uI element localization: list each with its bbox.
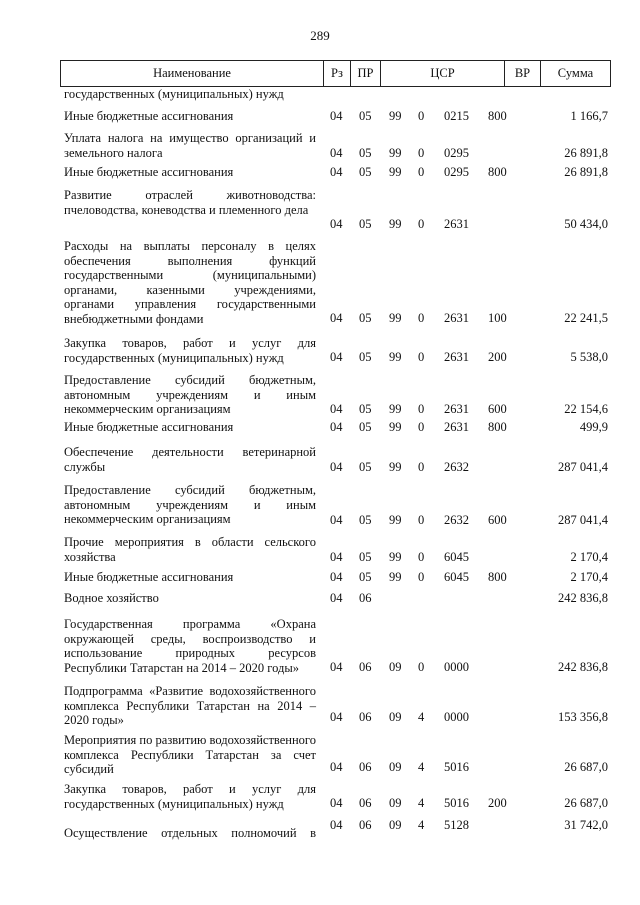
row-csr-subprogram: 0	[418, 146, 425, 160]
row-name: Иные бюджетные ассигнования	[64, 570, 234, 584]
row-csr-subprogram: 0	[418, 165, 425, 179]
row-csr-direction: 5128	[444, 818, 469, 832]
header-vr: ВР	[504, 61, 540, 86]
row-pr: 05	[359, 109, 372, 123]
row-csr-direction: 2631	[444, 217, 469, 231]
table-row	[0, 478, 640, 530]
row-csr-program: 99	[389, 460, 402, 474]
header-rz: Рз	[323, 61, 350, 86]
row-csr-subprogram: 0	[418, 420, 425, 434]
row-pr: 05	[359, 311, 372, 325]
table-row	[0, 235, 640, 332]
row-name: Предоставление субсидий бюджетным, автономным учреждениям и иным некоммерческим организациям	[64, 483, 316, 527]
row-csr-program: 09	[389, 818, 402, 832]
row-sum: 26 687,0	[564, 760, 608, 774]
row-rz: 04	[330, 710, 343, 724]
row-rz: 04	[330, 402, 343, 416]
row-sum: 1 166,7	[570, 109, 608, 123]
table-row	[0, 126, 640, 162]
row-csr-direction: 5016	[444, 760, 469, 774]
row-codes	[0, 660, 640, 675]
table-row	[0, 103, 640, 126]
row-rz: 04	[330, 146, 343, 160]
row-rz: 04	[330, 796, 343, 810]
row-csr-direction: 0000	[444, 660, 469, 674]
header-csr: ЦСР	[380, 61, 504, 86]
row-rz: 04	[330, 420, 343, 434]
row-csr-subprogram: 0	[418, 311, 425, 325]
row-codes	[0, 591, 640, 606]
row-rz: 04	[330, 217, 343, 231]
table-row	[0, 589, 640, 611]
row-csr-direction: 2631	[444, 311, 469, 325]
row-codes	[0, 350, 640, 365]
row-csr-subprogram: 0	[418, 570, 425, 584]
row-sum: 31 742,0	[564, 818, 608, 832]
row-csr-program: 99	[389, 350, 402, 364]
row-sum: 26 687,0	[564, 796, 608, 810]
row-csr-subprogram: 4	[418, 760, 425, 774]
row-rz: 04	[330, 109, 343, 123]
row-csr-subprogram: 0	[418, 460, 425, 474]
row-csr-program: 99	[389, 570, 402, 584]
row-csr-subprogram: 4	[418, 796, 425, 810]
row-name: Предоставление субсидий бюджетным, автономным учреждениям и иным некоммерческим организациям	[64, 373, 316, 417]
row-csr-subprogram: 0	[418, 660, 425, 674]
row-name: Прочие мероприятия в области сельского хозяйства	[64, 535, 316, 564]
row-csr-program: 99	[389, 109, 402, 123]
row-name: Водное хозяйство	[64, 591, 159, 605]
table-row	[0, 162, 640, 183]
row-codes	[0, 146, 640, 161]
row-csr-direction: 0295	[444, 165, 469, 179]
row-vr: 200	[488, 796, 507, 810]
row-codes	[0, 710, 640, 725]
row-csr-direction: 0295	[444, 146, 469, 160]
row-csr-program: 09	[389, 710, 402, 724]
row-vr: 100	[488, 311, 507, 325]
row-csr-subprogram: 4	[418, 710, 425, 724]
row-csr-direction: 2631	[444, 402, 469, 416]
header-name: Наименование	[153, 66, 231, 80]
row-csr-subprogram: 4	[418, 818, 425, 832]
row-sum: 22 154,6	[564, 402, 608, 416]
row-codes	[0, 460, 640, 475]
row-name: Уплата налога на имущество организаций и земельного налога	[64, 131, 316, 160]
row-rz: 04	[330, 591, 343, 605]
table-row	[0, 530, 640, 568]
row-codes	[0, 217, 640, 232]
row-name: Закупка товаров, работ и услуг для государственных (муниципальных) нужд	[64, 336, 316, 365]
row-vr: 800	[488, 165, 507, 179]
row-csr-direction: 2632	[444, 513, 469, 527]
table-row	[0, 728, 640, 778]
row-vr: 800	[488, 109, 507, 123]
row-codes	[0, 402, 640, 417]
row-name: Иные бюджетные ассигнования	[64, 165, 234, 179]
row-sum: 499,9	[579, 420, 608, 434]
row-csr-direction: 2631	[444, 420, 469, 434]
table-row	[0, 778, 640, 816]
page-number: 289	[310, 28, 330, 43]
row-sum: 242 836,8	[558, 660, 608, 674]
row-sum: 50 434,0	[564, 217, 608, 231]
row-codes	[0, 550, 640, 565]
row-sum: 26 891,8	[564, 146, 608, 160]
table-row	[0, 368, 640, 418]
row-codes	[0, 165, 640, 180]
row-sum: 26 891,8	[564, 165, 608, 179]
row-pr: 06	[359, 591, 372, 605]
row-csr-subprogram: 0	[418, 350, 425, 364]
row-pr: 05	[359, 402, 372, 416]
header-sum: Сумма	[540, 61, 610, 86]
table-row	[0, 679, 640, 728]
row-csr-direction: 0000	[444, 710, 469, 724]
row-csr-program: 99	[389, 146, 402, 160]
row-rz: 04	[330, 350, 343, 364]
row-csr-program: 99	[389, 550, 402, 564]
row-csr-program: 99	[389, 165, 402, 179]
row-pr: 05	[359, 165, 372, 179]
row-rz: 04	[330, 818, 343, 832]
row-name: Развитие отраслей животноводства: пчеловодства, коневодства и племенного дела	[64, 188, 316, 217]
row-name: Иные бюджетные ассигнования	[64, 420, 234, 434]
row-rz: 04	[330, 311, 343, 325]
row-rz: 04	[330, 460, 343, 474]
header-pr: ПР	[350, 61, 380, 86]
row-vr: 600	[488, 402, 507, 416]
row-codes	[0, 311, 640, 326]
row-pr: 05	[359, 350, 372, 364]
row-csr-direction: 0215	[444, 109, 469, 123]
row-csr-program: 99	[389, 217, 402, 231]
row-sum: 22 241,5	[564, 311, 608, 325]
row-csr-subprogram: 0	[418, 109, 425, 123]
row-rz: 04	[330, 165, 343, 179]
row-rz: 04	[330, 660, 343, 674]
row-csr-program: 09	[389, 760, 402, 774]
row-pr: 06	[359, 710, 372, 724]
row-csr-direction: 6045	[444, 550, 469, 564]
row-name: Обеспечение деятельности ветеринарной службы	[64, 445, 316, 474]
row-pr: 06	[359, 818, 372, 832]
row-pr: 06	[359, 760, 372, 774]
table-row	[0, 611, 640, 679]
table-row	[0, 439, 640, 478]
row-codes	[0, 796, 640, 811]
row-sum: 5 538,0	[570, 350, 608, 364]
row-sum: 2 170,4	[570, 550, 608, 564]
row-csr-direction: 5016	[444, 796, 469, 810]
row-rz: 04	[330, 570, 343, 584]
row-pr: 05	[359, 460, 372, 474]
row-pr: 05	[359, 513, 372, 527]
table-header	[60, 60, 611, 87]
row-sum: 2 170,4	[570, 570, 608, 584]
row-pr: 06	[359, 660, 372, 674]
row-pr: 05	[359, 420, 372, 434]
table-row	[0, 87, 640, 103]
row-name: Государственная программа «Охрана окружающей среды, воспроизводство и использование природных ресурсов Республики Татарстан на 2014 – 2020 годы»	[64, 617, 316, 675]
table-body	[0, 87, 640, 840]
table-row	[0, 816, 640, 840]
row-sum: 287 041,4	[558, 513, 608, 527]
row-csr-direction: 2631	[444, 350, 469, 364]
row-pr: 06	[359, 796, 372, 810]
row-csr-program: 99	[389, 402, 402, 416]
row-csr-program: 09	[389, 796, 402, 810]
row-sum: 287 041,4	[558, 460, 608, 474]
row-codes	[0, 109, 640, 124]
row-rz: 04	[330, 550, 343, 564]
row-codes	[0, 818, 640, 833]
row-rz: 04	[330, 513, 343, 527]
row-codes	[0, 760, 640, 775]
row-csr-program: 99	[389, 420, 402, 434]
row-name: Расходы на выплаты персоналу в целях обеспечения выполнения функций государственными (муниципальными) органами, казенными учреждениями, органами управления государственными внебюджетными фондами	[64, 239, 316, 326]
row-csr-direction: 6045	[444, 570, 469, 584]
row-codes	[0, 420, 640, 435]
table-row	[0, 183, 640, 235]
row-csr-program: 09	[389, 660, 402, 674]
row-codes	[0, 513, 640, 528]
row-codes	[0, 570, 640, 585]
row-vr: 200	[488, 350, 507, 364]
row-pr: 05	[359, 146, 372, 160]
row-pr: 05	[359, 570, 372, 584]
row-name: Закупка товаров, работ и услуг для государственных (муниципальных) нужд	[64, 782, 316, 811]
row-name: Иные бюджетные ассигнования	[64, 109, 234, 123]
row-csr-program: 99	[389, 513, 402, 527]
table-row	[0, 332, 640, 368]
row-vr: 800	[488, 420, 507, 434]
table-row	[0, 568, 640, 589]
row-csr-program: 99	[389, 311, 402, 325]
row-csr-direction: 2632	[444, 460, 469, 474]
row-name: Мероприятия по развитию водохозяйственного комплекса Республики Татарстан за счет субсидий	[64, 733, 316, 777]
row-name: государственных (муниципальных) нужд	[64, 87, 284, 101]
row-vr: 800	[488, 570, 507, 584]
table-row	[0, 418, 640, 439]
row-rz: 04	[330, 760, 343, 774]
row-csr-subprogram: 0	[418, 402, 425, 416]
row-sum: 242 836,8	[558, 591, 608, 605]
row-name: Осуществление отдельных полномочий в	[64, 826, 316, 840]
row-vr: 600	[488, 513, 507, 527]
row-csr-subprogram: 0	[418, 513, 425, 527]
row-csr-subprogram: 0	[418, 217, 425, 231]
row-pr: 05	[359, 550, 372, 564]
row-csr-subprogram: 0	[418, 550, 425, 564]
row-sum: 153 356,8	[558, 710, 608, 724]
row-name: Подпрограмма «Развитие водохозяйственного комплекса Республики Татарстан на 2014 – 2020 годы»	[64, 684, 316, 728]
row-pr: 05	[359, 217, 372, 231]
